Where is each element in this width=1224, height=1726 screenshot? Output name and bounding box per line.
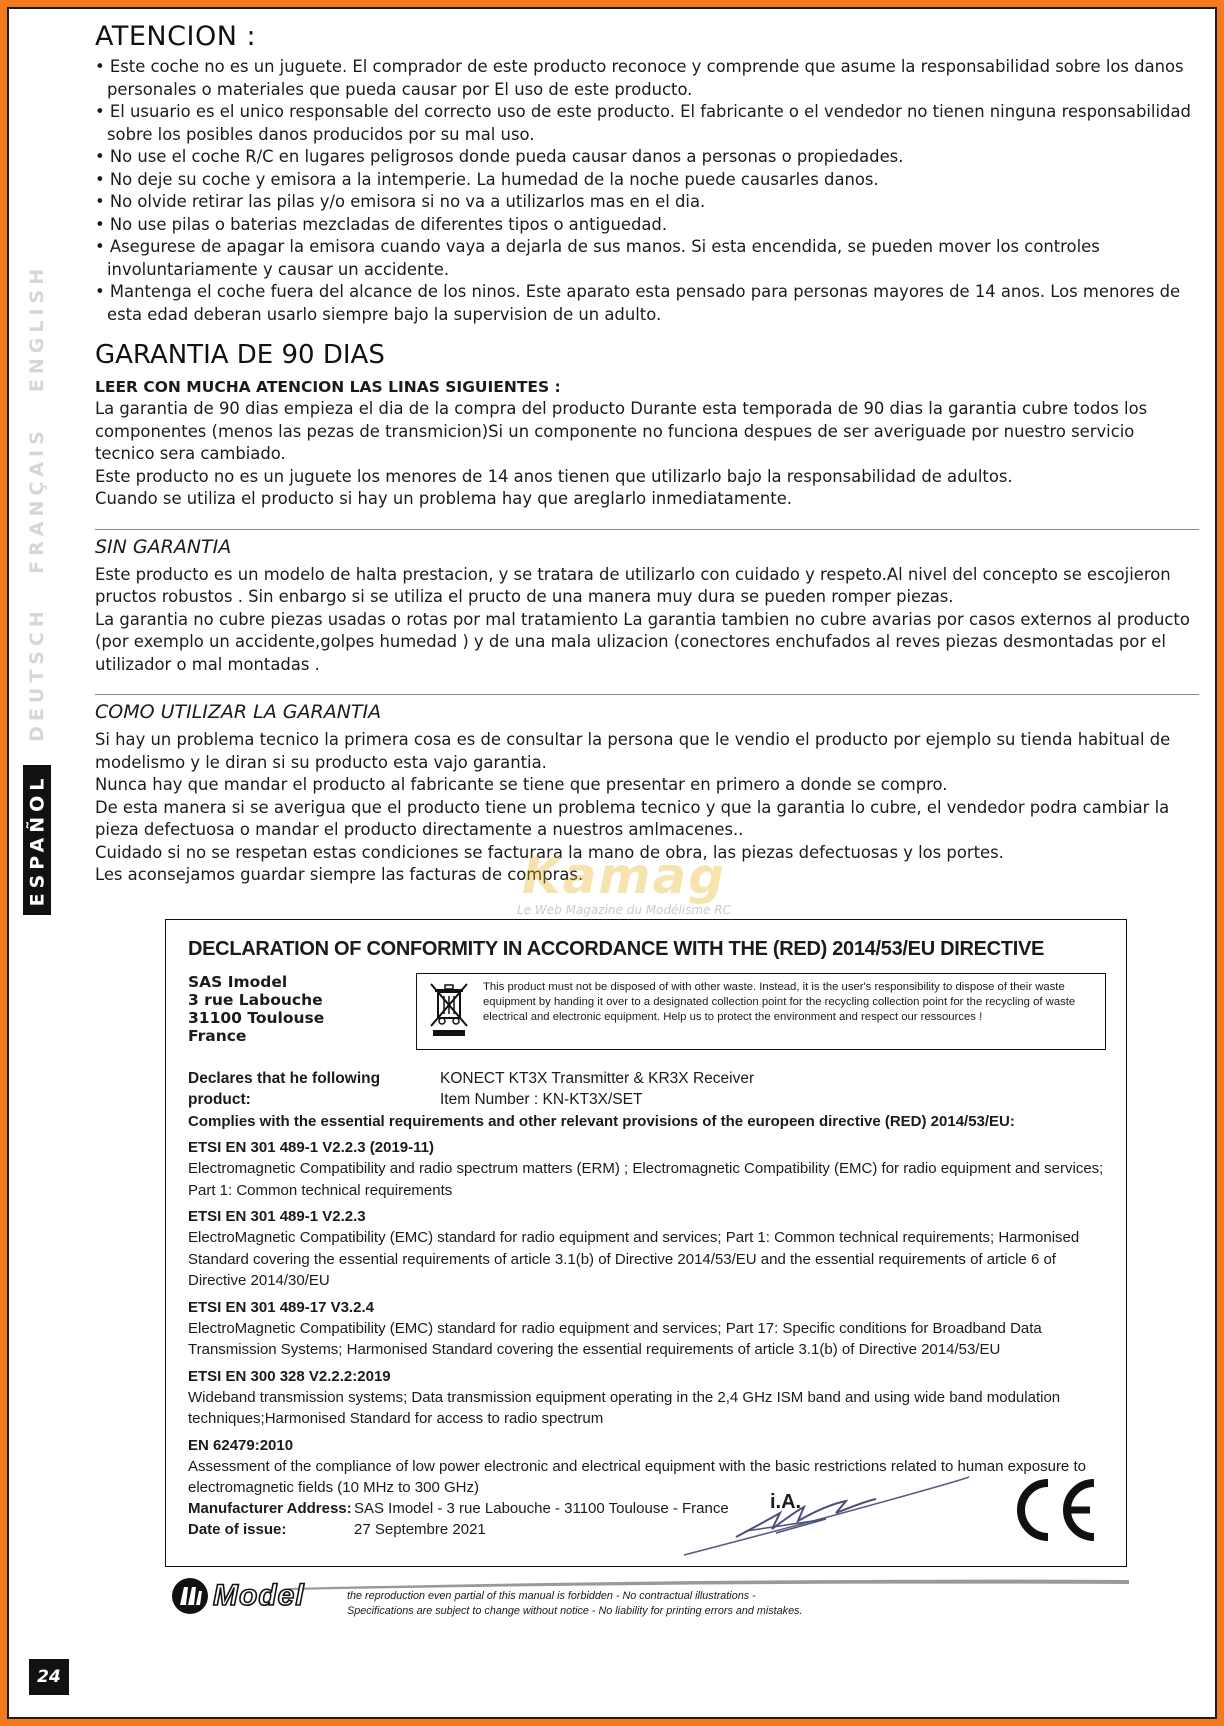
list-item: • Este coche no es un juguete. El comprador de este producto reconoce y comprende que asume la responsabilidad sobre los danos personales o materiales que pueda causar por El uso de este producto.: [95, 56, 1199, 101]
language-sidebar: [9, 9, 61, 1717]
page-number: 24: [29, 1659, 69, 1695]
paragraph: Este producto es un modelo de halta prestacion, y se tratara de utilizarlo con cuidado y respeto.Al nivel del concepto se escojieron pructos robustos . Sin enbargo si se utiliza el pructo de una manera muy dura se pueden romper piezas.: [95, 564, 1171, 606]
list-item: • Mantenga el coche fuera del alcance de los ninos. Este aparato esta pensado para personas mayores de 14 anos. Los menores de esta edad deberan usarlo siempre bajo la supervision de un adulto.: [95, 281, 1199, 326]
section-divider: [95, 529, 1199, 530]
footer: [169, 1575, 1129, 1625]
declaration-of-conformity: [165, 919, 1127, 1567]
weee-text: This product must not be disposed of with other waste. Instead, it is the user's responsibility to dispose of their waste equipment by handing it over to a designated collection point for the recycling collection point for the recycling of waste electrical and electronic equipment. Help us to protect the environment and respect our ressources !: [483, 981, 1076, 1023]
imodel-logo-icon: [171, 1577, 209, 1619]
garantia-subheading: LEER CON MUCHA ATENCION LAS LINAS SIGUIENTES :: [95, 378, 561, 396]
manufacturer-address: SAS Imodel - 3 rue Labouche - 31100 Toulouse - France: [354, 1500, 729, 1517]
standard-name: ETSI EN 300 328 V2.2.2:2019: [188, 1367, 391, 1385]
standard-description: Assessment of the compliance of low power electronic and electrical equipment with the basic restrictions related to human exposure to electromagnetic fields (10 MHz to 300 GHz): [188, 1457, 1086, 1496]
weee-notice: [416, 973, 1106, 1050]
standard-description: ElectroMagnetic Compatibility (EMC) standard for radio equipment and services; Part 1: Common technical requirements; Harmonised Standard covering the essential requirements of article 3.1(b) of Directive 2014/53/EU and the essential requirements of article 6 of Directive 2014/30/EU: [188, 1229, 1080, 1289]
paragraph: De esta manera si se averigua que el producto tiene un problema tecnico y que la garantia lo cubre, el vendedor podra cambiar la pieza defectuosa o mandar el producto directamente a nuestros amlmacenes..: [95, 797, 1170, 839]
item-number: Item Number : KN-KT3X/SET: [440, 1091, 643, 1108]
atencion-heading: ATENCION :: [95, 21, 257, 52]
standard-description: Electromagnetic Compatibility and radio spectrum matters (ERM) ; Electromagnetic Compatibility (EMC) for radio equipment and services; Part 1: Common technical requirements: [188, 1160, 1104, 1199]
declaration-title: DECLARATION OF CONFORMITY IN ACCORDANCE WITH THE (RED) 2014/53/EU DIRECTIVE: [188, 938, 1045, 960]
garantia-heading: GARANTIA DE 90 DIAS: [95, 340, 385, 370]
paragraph: La garantia no cubre piezas usadas o rotas por mal tratamiento La garantia tambien no cubre avarias por casos externos al producto (por exemplo un accidente,golpes humedad ) y de una mala ulizacion (conectores enchufados al reves piezas desmontadas por el utilizador o mal montadas .: [95, 609, 1190, 674]
imodel-logo-text: Model: [213, 1579, 305, 1612]
paragraph: Nunca hay que mandar el producto al fabricante se tiene que presentar en primero a donde se compro.: [95, 775, 948, 794]
watermark-logo: Kamag Le Web Magazine du Modélisme RC: [517, 847, 731, 917]
crossed-bin-icon: [425, 980, 475, 1043]
footer-disclaimer: the reproduction even partial of this manual is forbidden - No contractual illustrations - Specifications are subject to change without notice - No liability for printing errors and mistakes.: [347, 1590, 803, 1617]
sin-garantia-heading: SIN GARANTIA: [95, 535, 232, 558]
list-item: • No olvide retirar las pilas y/o emisora si no va a utilizarlos mas en el dia.: [95, 191, 1199, 214]
paragraph: Les aconsejamos guardar siempre las facturas de compras.: [95, 865, 584, 884]
paragraph: La garantia de 90 dias empieza el dia de la compra del producto Durante esta temporada de 90 dias la garantia cubre todos los componentes (menos las pezas de transmicion)Si un componente no funciona despues de ser averiguade por nuestro servicio tecnico sera cambiado.: [95, 399, 1148, 463]
atencion-list: [95, 56, 1199, 326]
complies-statement: Complies with the essential requirements and other relevant provisions of the europeen directive (RED) 2014/53/EU:: [188, 1113, 1015, 1130]
language-tab-espanol[interactable]: ESPAÑOL: [23, 765, 51, 915]
list-item: • Asegurese de apagar la emisora cuando vaya a dejarla de sus manos. Si esta encendida, se pueden mover los controles involuntariamente y causar un accidente.: [95, 236, 1199, 281]
language-tab-english[interactable]: ENGLISH: [26, 263, 48, 393]
list-item: • El usuario es el unico responsable del correcto uso de este producto. El fabricante o el vendedor no tienen ninguna responsabilidad sobre los posibles danos producidos por su mal uso.: [95, 101, 1199, 146]
manufacturer-info: Manufacturer Address: SAS Imodel - 3 rue Labouche - 31100 Toulouse - France Date of issue: 27 Septembre 2021: [188, 1500, 729, 1538]
company-address: SAS Imodel 3 rue Labouche 31100 Toulouse France: [188, 973, 325, 1045]
manual-page: [7, 7, 1217, 1719]
standard-name: ETSI EN 301 489-17 V3.2.4: [188, 1298, 374, 1316]
standard-name: EN 62479:2010: [188, 1436, 294, 1454]
paragraph: Cuidado si no se respetan estas condiciones se facturara la mano de obra, las piezas defectuosas y los portes.: [95, 842, 1004, 862]
paragraph: Este producto no es un juguete los menores de 14 anos tienen que utilizarlo bajo la responsabilidad de adultos.: [95, 466, 1013, 486]
standard-name: ETSI EN 301 489-1 V2.2.3: [188, 1208, 366, 1225]
como-utilizar-heading: COMO UTILIZAR LA GARANTIA: [95, 701, 382, 723]
product-name: KONECT KT3X Transmitter & KR3X Receiver: [440, 1070, 755, 1087]
paragraph: Cuando se utiliza el producto si hay un problema hay que areglarlo inmediatamente.: [95, 489, 793, 508]
product-declaration: Declares that he following product: KONECT KT3X Transmitter & KR3X Receiver Item Number : KN-KT3X/SET: [188, 1070, 755, 1108]
main-content: [95, 21, 1199, 887]
language-tab-francais[interactable]: FRANÇAIS: [26, 426, 48, 574]
list-item: • No deje su coche y emisora a la intemperie. La humedad de la noche puede causarles danos.: [95, 169, 1199, 192]
paragraph: Si hay un problema tecnico la primera cosa es de consultar la persona que le vendio el producto por ejemplo su tienda habitual de modelismo y le diran si su producto esta vajo garantia.: [95, 730, 1171, 772]
issue-date: 27 Septembre 2021: [354, 1521, 486, 1538]
list-item: • No use pilas o baterias mezcladas de diferentes tipos o antiguedad.: [95, 214, 1199, 237]
standard-name: ETSI EN 301 489-1 V2.2.3 (2019-11): [188, 1139, 434, 1156]
language-tab-deutsch[interactable]: DEUTSCH: [26, 606, 49, 742]
standard-description: Wideband transmission systems; Data transmission equipment operating in the 2,4 GHz ISM band and using wide band modulation techniques;Harmonised Standard for access to radio spectrum: [188, 1388, 1061, 1427]
standard-description: ElectroMagnetic Compatibility (EMC) standard for radio equipment and services; Part 17: Specific conditions for Broadband Data Transmission Systems; Harmonised Standard covering the essential requirements of article 3.1(b) of Directive 2014/53/EU: [188, 1319, 1042, 1358]
signature-prefix: i.A.: [770, 1491, 802, 1513]
signature-icon: [676, 1471, 976, 1566]
list-item: • No use el coche R/C en lugares peligrosos donde pueda causar danos a personas o propiedades.: [95, 146, 1199, 169]
ce-mark-icon: [1010, 1475, 1100, 1550]
section-divider: [95, 694, 1199, 695]
